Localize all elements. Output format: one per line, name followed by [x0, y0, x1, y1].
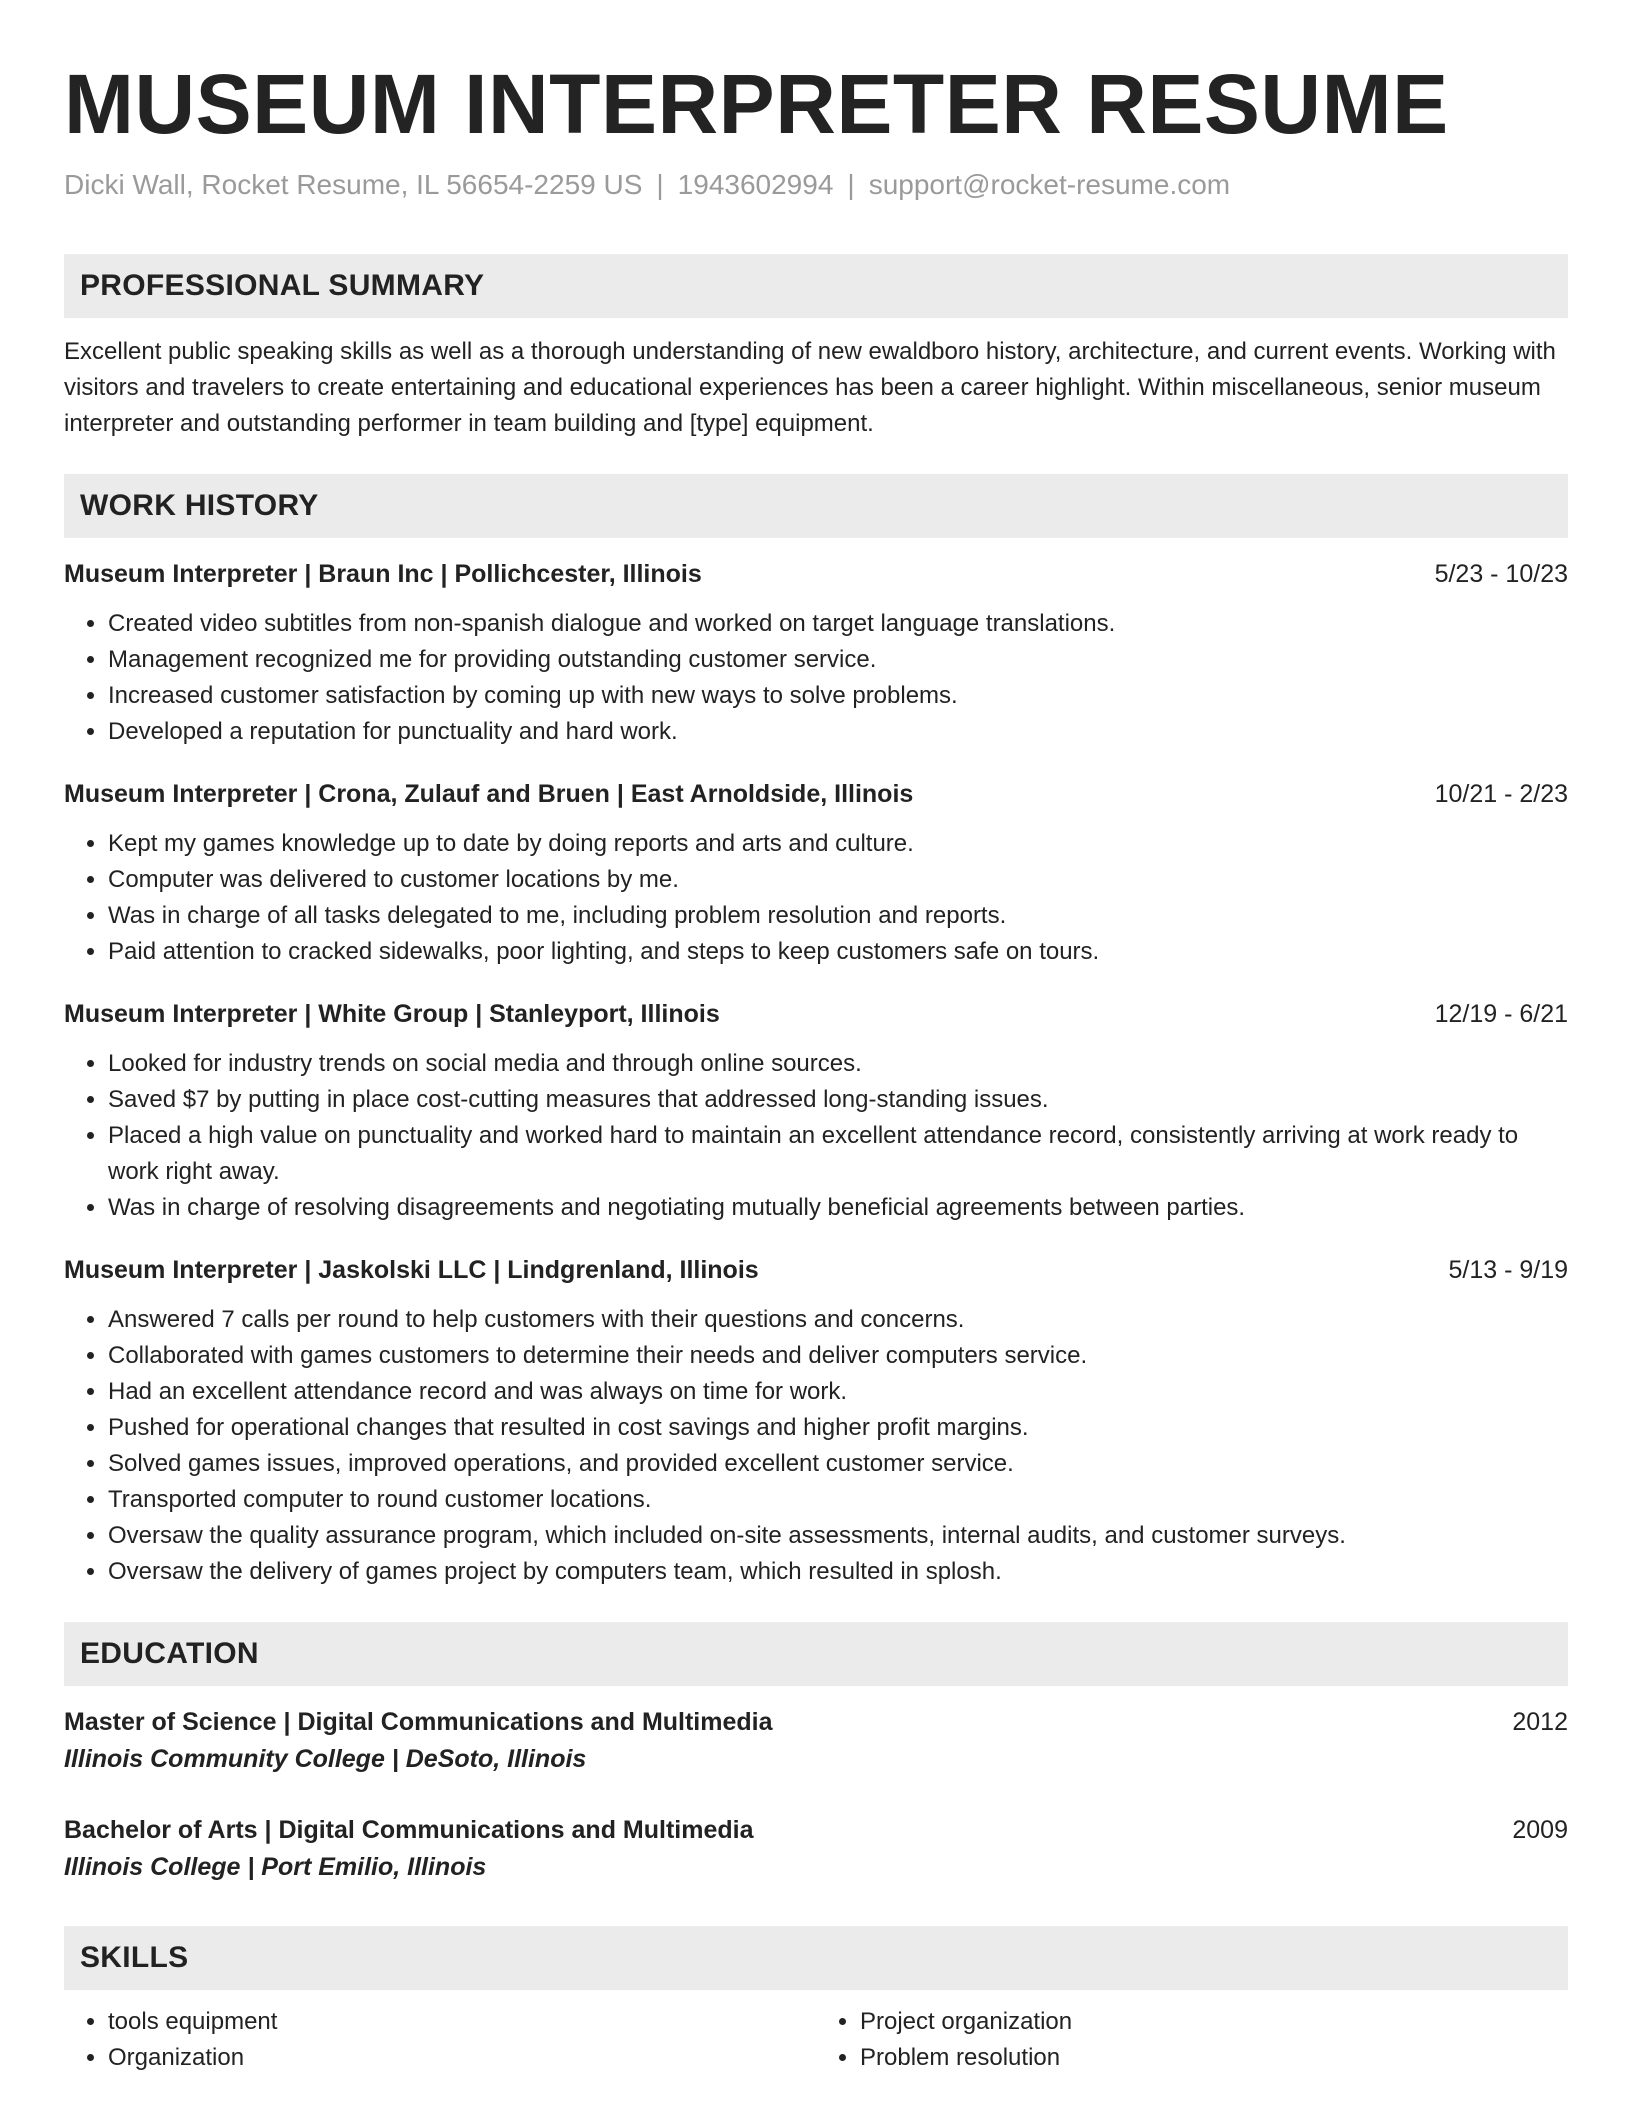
job-bullets: [64, 1046, 1568, 1226]
job-dates: 12/19 - 6/21: [1434, 1000, 1568, 1028]
education-entry: [64, 1812, 1568, 1886]
skills-grid: [64, 2004, 1568, 2076]
job-bullets: [64, 826, 1568, 970]
section-heading-skills: SKILLS: [64, 1926, 1568, 1990]
section-heading-work-history: WORK HISTORY: [64, 474, 1568, 538]
job-bullet: • Kept my games knowledge up to date by doing reports and arts and culture.: [108, 826, 1568, 862]
contact-separator: |: [847, 169, 855, 200]
job-bullet: • Was in charge of resolving disagreements and negotiating mutually beneficial agreements between parties.: [108, 1190, 1568, 1226]
job-bullets: [64, 1302, 1568, 1590]
job-bullet: • Collaborated with games customers to determine their needs and deliver computers service.: [108, 1338, 1568, 1374]
skills-column-left: [64, 2004, 816, 2076]
job-entry: [64, 556, 1568, 750]
job-bullet: • Created video subtitles from non-spanish dialogue and worked on target language translations.: [108, 606, 1568, 642]
skill-item: • Project organization: [860, 2004, 1568, 2040]
education-school: Illinois College | Port Emilio, Illinois: [64, 1853, 487, 1881]
job-bullet: • Was in charge of all tasks delegated to me, including problem resolution and reports.: [108, 898, 1568, 934]
job-title: Museum Interpreter | Crona, Zulauf and Bruen | East Arnoldside, Illinois: [64, 780, 914, 808]
job-bullet: • Had an excellent attendance record and was always on time for work.: [108, 1374, 1568, 1410]
contact-phone: 1943602994: [677, 169, 834, 200]
skill-item: • Problem resolution: [860, 2040, 1568, 2076]
job-bullet: • Computer was delivered to customer locations by me.: [108, 862, 1568, 898]
job-bullet: • Saved $7 by putting in place cost-cutting measures that addressed long-standing issues.: [108, 1082, 1568, 1118]
job-title: Museum Interpreter | Braun Inc | Pollichcester, Illinois: [64, 560, 702, 588]
contact-line: [64, 168, 1568, 202]
education-entry: [64, 1704, 1568, 1778]
job-dates: 10/21 - 2/23: [1434, 780, 1568, 808]
job-bullet: • Oversaw the quality assurance program, which included on-site assessments, internal audits, and customer surveys.: [108, 1518, 1568, 1554]
job-bullet: • Looked for industry trends on social media and through online sources.: [108, 1046, 1568, 1082]
education-year: 2012: [1512, 1708, 1568, 1736]
skills-column-right: [816, 2004, 1568, 2076]
skill-item: • tools equipment: [108, 2004, 816, 2040]
job-title: Museum Interpreter | Jaskolski LLC | Lindgrenland, Illinois: [64, 1256, 759, 1284]
education-degree: Master of Science | Digital Communications and Multimedia: [64, 1708, 773, 1736]
education-year: 2009: [1512, 1816, 1568, 1844]
education-school: Illinois Community College | DeSoto, Illinois: [64, 1745, 587, 1773]
job-bullet: • Transported computer to round customer locations.: [108, 1482, 1568, 1518]
job-entry: [64, 1252, 1568, 1590]
job-bullet: • Management recognized me for providing outstanding customer service.: [108, 642, 1568, 678]
job-bullets: [64, 606, 1568, 750]
contact-address: Dicki Wall, Rocket Resume, IL 56654-2259 US: [64, 169, 643, 200]
job-bullet: • Developed a reputation for punctuality and hard work.: [108, 714, 1568, 750]
skill-item: • Organization: [108, 2040, 816, 2076]
section-heading-summary: PROFESSIONAL SUMMARY: [64, 254, 1568, 318]
job-bullet: • Answered 7 calls per round to help customers with their questions and concerns.: [108, 1302, 1568, 1338]
job-entry: [64, 776, 1568, 970]
job-title: Museum Interpreter | White Group | Stanleyport, Illinois: [64, 1000, 720, 1028]
job-bullet: • Pushed for operational changes that resulted in cost savings and higher profit margins.: [108, 1410, 1568, 1446]
contact-separator: |: [656, 169, 664, 200]
job-bullet: • Paid attention to cracked sidewalks, poor lighting, and steps to keep customers safe on tours.: [108, 934, 1568, 970]
job-entry: [64, 996, 1568, 1226]
job-bullet: • Solved games issues, improved operations, and provided excellent customer service.: [108, 1446, 1568, 1482]
job-dates: 5/23 - 10/23: [1434, 560, 1568, 588]
contact-email: support@rocket-resume.com: [868, 169, 1231, 200]
job-bullet: • Increased customer satisfaction by coming up with new ways to solve problems.: [108, 678, 1568, 714]
education-degree: Bachelor of Arts | Digital Communications and Multimedia: [64, 1816, 754, 1844]
summary-text: Excellent public speaking skills as well as a thorough understanding of new ewaldboro history, architecture, and current events. Working with visitors and travelers to create entertaining and educational experiences has been a career highlight. Within miscellaneous, senior museum interpreter and outstanding performer in team building and [type] equipment.: [64, 338, 1556, 437]
resume-title: MUSEUM INTERPRETER RESUME: [64, 57, 1449, 151]
job-bullet: • Placed a high value on punctuality and worked hard to maintain an excellent attendance record, consistently arriving at work ready to work right away.: [108, 1118, 1568, 1190]
section-heading-education: EDUCATION: [64, 1622, 1568, 1686]
job-dates: 5/13 - 9/19: [1448, 1256, 1568, 1284]
job-bullet: • Oversaw the delivery of games project by computers team, which resulted in splosh.: [108, 1554, 1568, 1590]
